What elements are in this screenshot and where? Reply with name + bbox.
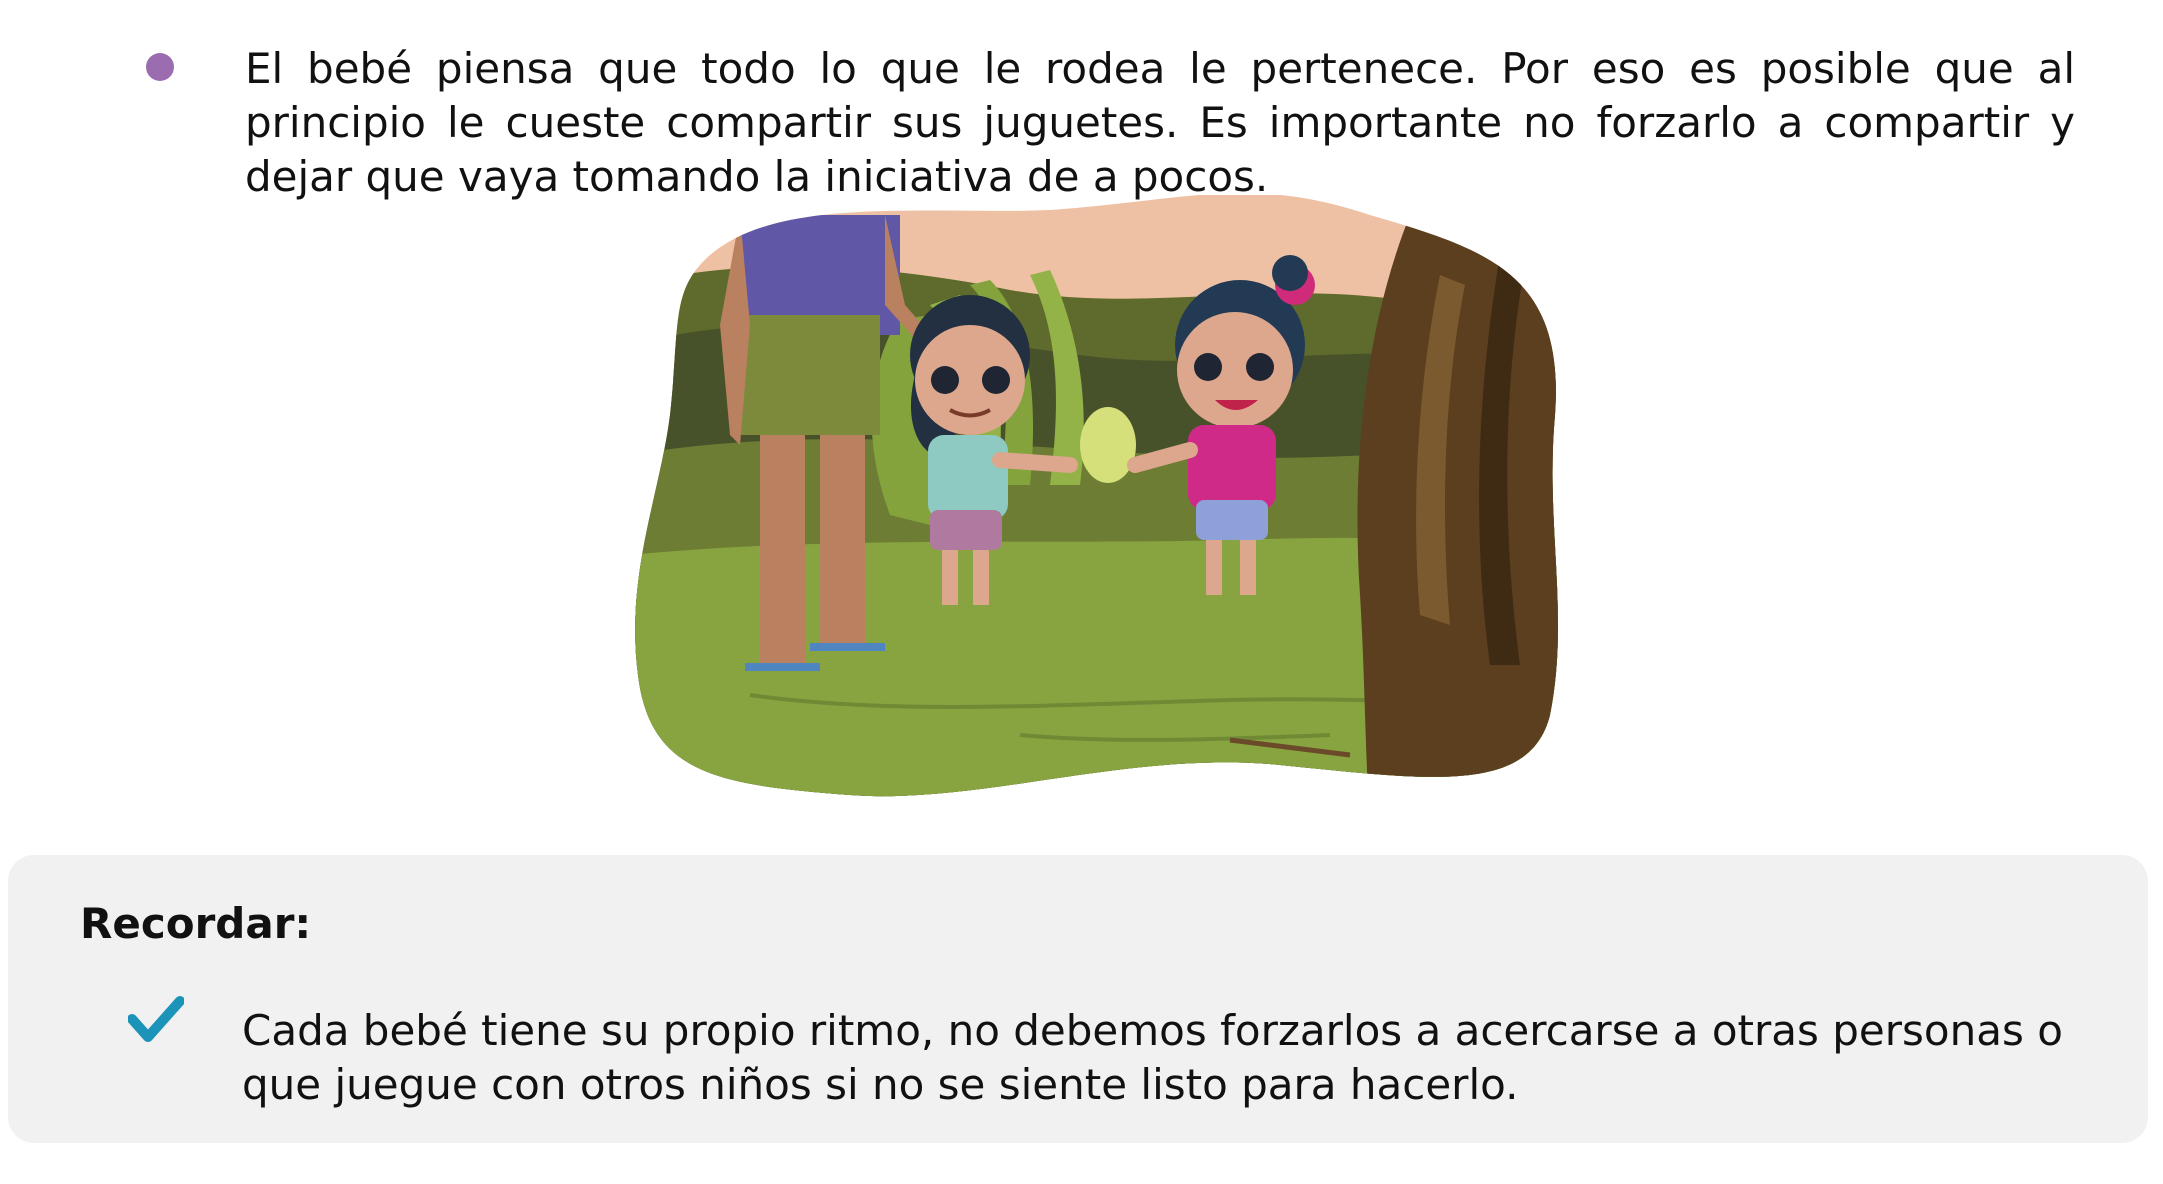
checkmark-icon (128, 995, 184, 1045)
bullet-paragraph: El bebé piensa que todo lo que le rodea le pertenece. Por eso es posible que al principio le cueste compartir sus juguetes. Es importante no forzarlo a compartir y dejar que vaya tomando la iniciativa de a pocos. (245, 44, 2075, 201)
bullet-dot-icon (146, 53, 174, 81)
reminder-item-text: Cada bebé tiene su propio ritmo, no debemos forzarlos a acercarse a otras personas o que juegue con otros niños si no se siente listo para hacerlo. (242, 1006, 2063, 1109)
children-sharing-fruit-illustration (630, 195, 1565, 825)
reminder-title: Recordar: (80, 899, 312, 948)
